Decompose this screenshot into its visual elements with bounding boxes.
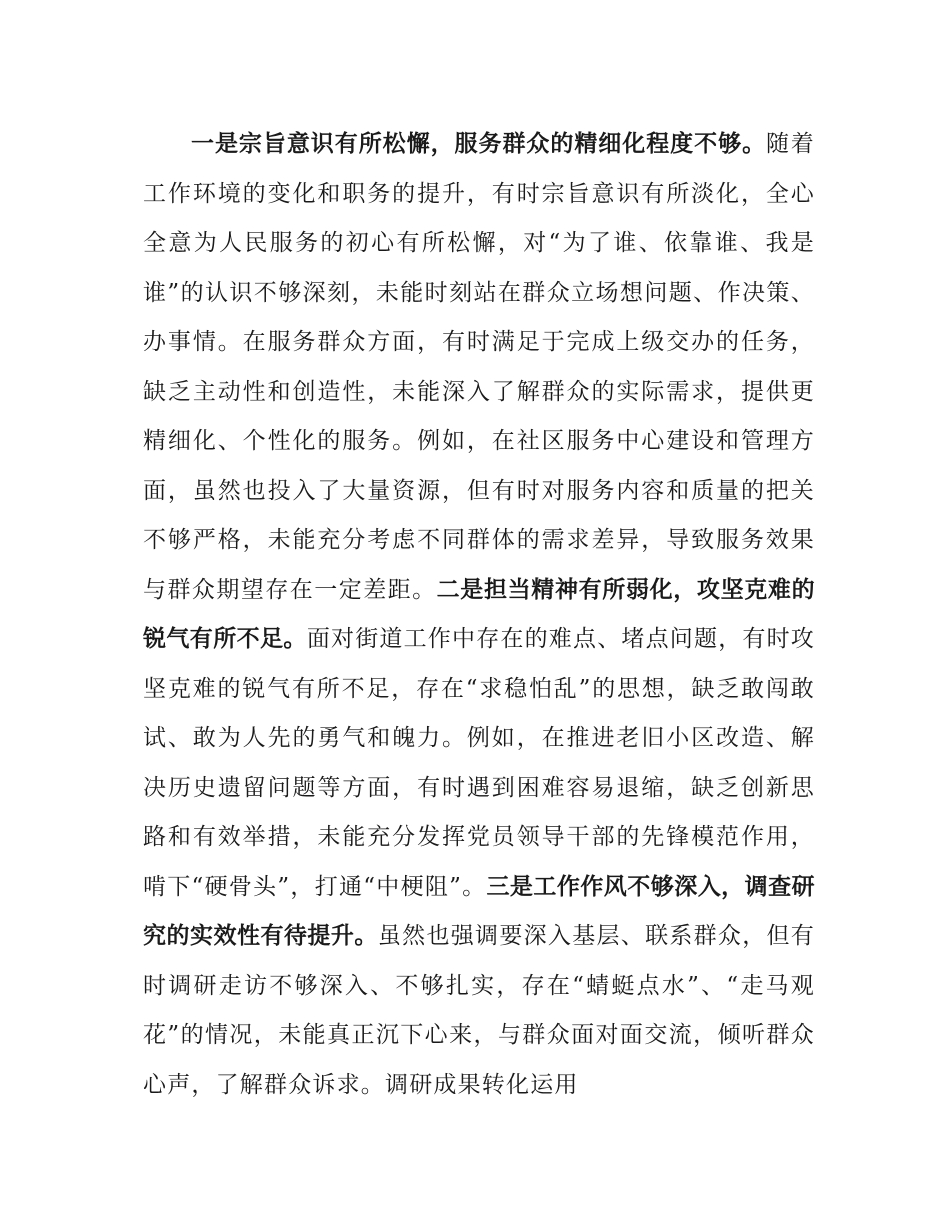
text-point-two: 面对街道工作中存在的难点、堵点问题，有时攻坚克难的锐气有所不足，存在“求稳怕乱”的思想，缺乏敢闯敢试、敢为人先的勇气和魄力。例如，在推进老旧小区改造、解决历史遗留问题等方面，有时遇到困难容易退缩，缺乏创新思路和有效举措，未能充分发挥党员领导干部的先锋模范作用，啃下“硬骨头”，打通“中梗阻”。 — [143, 626, 816, 900]
text-point-three: 虽然也强调要深入基层、联系群众，但有时调研走访不够深入、不够扎实，存在“蜻蜓点水”、“走马观花”的情况，未能真正沉下心来，与群众面对面交流，倾听群众心声，了解群众诉求。调研成果转化运用 — [143, 923, 815, 1098]
heading-point-three: 三是工作作风不够深入，调查研究的实效性有待提升。 — [143, 873, 816, 949]
heading-point-one: 一是宗旨意识有所松懈，服务群众的精细化程度不够。 — [191, 131, 767, 157]
heading-point-two: 二是担当精神有所弱化，攻坚克难的锐气有所不足。 — [143, 576, 816, 652]
text-point-one: 随着工作环境的变化和职务的提升，有时宗旨意识有所淡化，全心全意为人民服务的初心有所松懈，对“为了谁、依靠谁、我是谁”的认识不够深刻，未能时刻站在群众立场想问题、作决策、办事情。在服务群众方面，有时满足于完成上级交办的任务，缺乏主动性和创造性，未能深入了解群众的实际需求，提供更精细化、个性化的服务。例如，在社区服务中心建设和管理方面，虽然也投入了大量资源，但有时对服务内容和质量的把关不够严格，未能充分考虑不同群体的需求差异，导致服务效果与群众期望存在一定差距。 — [143, 131, 815, 603]
body-paragraph — [143, 120, 815, 1110]
